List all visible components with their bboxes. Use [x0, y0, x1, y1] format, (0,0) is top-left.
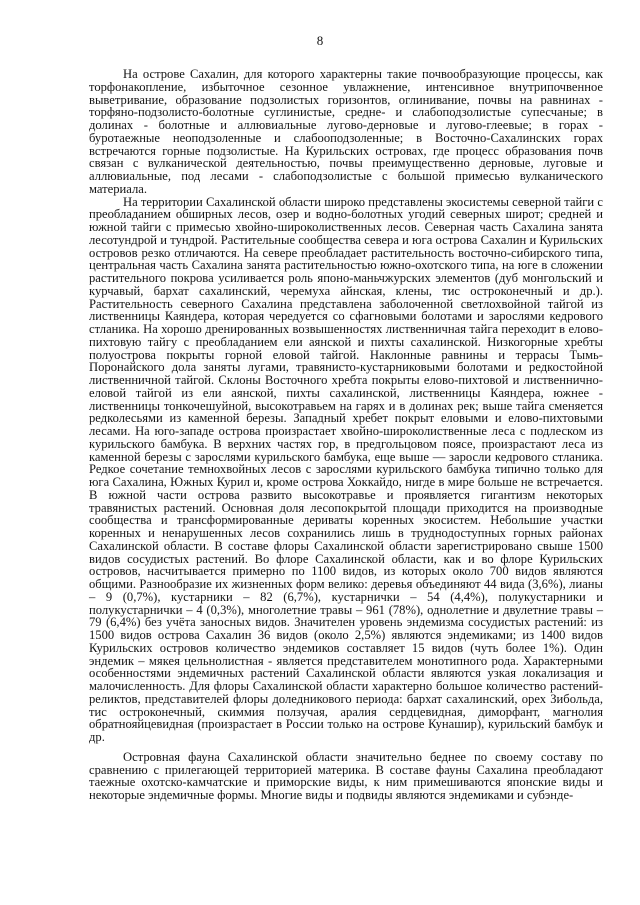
- body-text: [89, 68, 603, 802]
- page-number: 8: [316, 33, 324, 48]
- paragraph-fauna: Островная фауна Сахалинской области значительно беднее по своему составу по сравнению с прилегающей территорией материка. В составе фауны Сахалина преобладают таежные охотско-камчатские и приморские виды, к ним примешиваются японские виды и некоторые эндемичные формы. Многие виды и подвиды являются эндемиками и субэнде-: [89, 749, 603, 802]
- paragraph-soils: На острове Сахалин, для которого характерны такие почвообразующие процессы, как торфонакопление, избыточное сезонное увлажнение, интенсивное внутрипочвенное выветривание, образование подзолистых горизонтов, оглинивание, почвы на равнинах - торфяно-подзолисто-болотные суглинистые, средне- и слабоподзолистые супесчаные; в долинах - болотные и аллювиальные лугово-дерновые и лугово-глеевые; в горах - буротаежные неоподзоленные и слабооподзоленные; в Восточно-Сахалинских горах встречаются горные подзолистые. На Курильских островах, где процесс образования почв связан с вулканической деятельностью, почвы преимущественно дерновые, луговые и аллювиальные, под лесами - слабоподзолистые с большой примесью вулканического материала.: [89, 67, 603, 196]
- paragraph-flora: На территории Сахалинской области широко представлены экосистемы северной тайги с преобладанием обширных лесов, озер и водно-болотных угодий северных широт; средней и южной тайги с примесью хвойно-широколиственных лесов. Северная часть Сахалина занята лесотундрой и тундрой. Растительные сообщества севера и юга острова Сахалин и Курильских островов резко отличаются. На севере преобладает растительность восточно-сибирского типа, центральная часть Сахалина занята растительностью южно-охотского типа, на юге в сложении растительного покрова усиливается роль японо-маньчжурских элементов (дуб монгольский и курчавый, бархат сахалинский, черемуха айнская, клены, тис остроконечный и др.). Растительность северного Сахалина представлена заболоченной светлохвойной тайгой из лиственницы Каяндера, которая чередуется со сфагновыми болотами и зарослями кедрового стланика. На хорошо дренированных возвышенностях лиственничная тайга переходит в елово-пихтовую тайгу с преобладанием ели аянской и пихты сахалинской. Низкогорные хребты полуострова покрыты горной еловой тайгой. Наклонные равнины и террасы Тымь-Поронайского дола заняты лугами, травянисто-кустарниковыми болотами и редкостойной лиственничной тайгой. Склоны Восточного хребта покрыты елово-пихтовой и лиственнично-еловой тайгой из ели аянской, пихты сахалинской, лиственницы Каяндера, южнее - лиственницы тонкочешуйной, высокотравьем на гарях и в долинах рек; выше тайга сменяется редколесьями из каменной березы. Западный хребет покрыт еловыми и елово-пихтовыми лесами. На юго-западе острова произрастает хвойно-широколиственные леса с подлеском из курильского бамбука. В верхних частях гор, в предгольцовом поясе, произрастают леса из каменной березы с зарослями курильского бамбука, еще выше — заросли кедрового стланика. Редкое сочетание темнохвойных лесов с зарослями курильского бамбука типично только для юга Сахалина, Южных Курил и, кроме острова Хоккайдо, нигде в мире больше не встречается. В южной части острова развито высокотравье и проявляется гигантизм некоторых травянистых растений. Основная доля лесопокрытой площади приходится на производные сообщества и трансформированные дериваты коренных экосистем. Небольшие участки коренных и ненарушенных лесов сохранились лишь в труднодоступных горных районах Сахалинской области. В составе флоры Сахалинской области зарегистрировано свыше 1500 видов сосудистых растений. Во флоре Сахалинской области, как и во флоре Курильских островов, насчитывается примерно по 1100 видов, из которых около 700 видов являются общими. Разнообразие их жизненных форм велико: деревья объединяют 44 вида (3,6%), лианы – 9 (0,7%), кустарники – 82 (6,7%), кустарнички – 54 (4,4%), полукустарники и полукустарнички – 4 (0,3%), многолетние травы – 961 (78%), однолетние и двулетние травы – 79 (6,4%) без учёта заносных видов. Значителен уровень эндемизма сосудистых растений: из 1500 видов острова Сахалин 36 видов (около 2,5%) являются эндемиками; из 1400 видов Курильских островов количество эндемиков составляет 15 видов (чуть более 1%). Один эндемик – мякея цельнолистная - является представителем монотипного рода. Характерными особенностями эндемичных растений Сахалинской области являются узкая локализация и малочисленность. Для флоры Сахалинской области характерно большое количество растений-реликтов, представителей флоры доледникового периода: бархат сахалинский, орех Зибольда, тис остроконечный, скиммия ползучая, аралия сердцевидная, диморфант, магнолия обратнояйцевидная (произрастает в России только на острове Кунашир), курильский бамбук и др.: [89, 194, 603, 744]
